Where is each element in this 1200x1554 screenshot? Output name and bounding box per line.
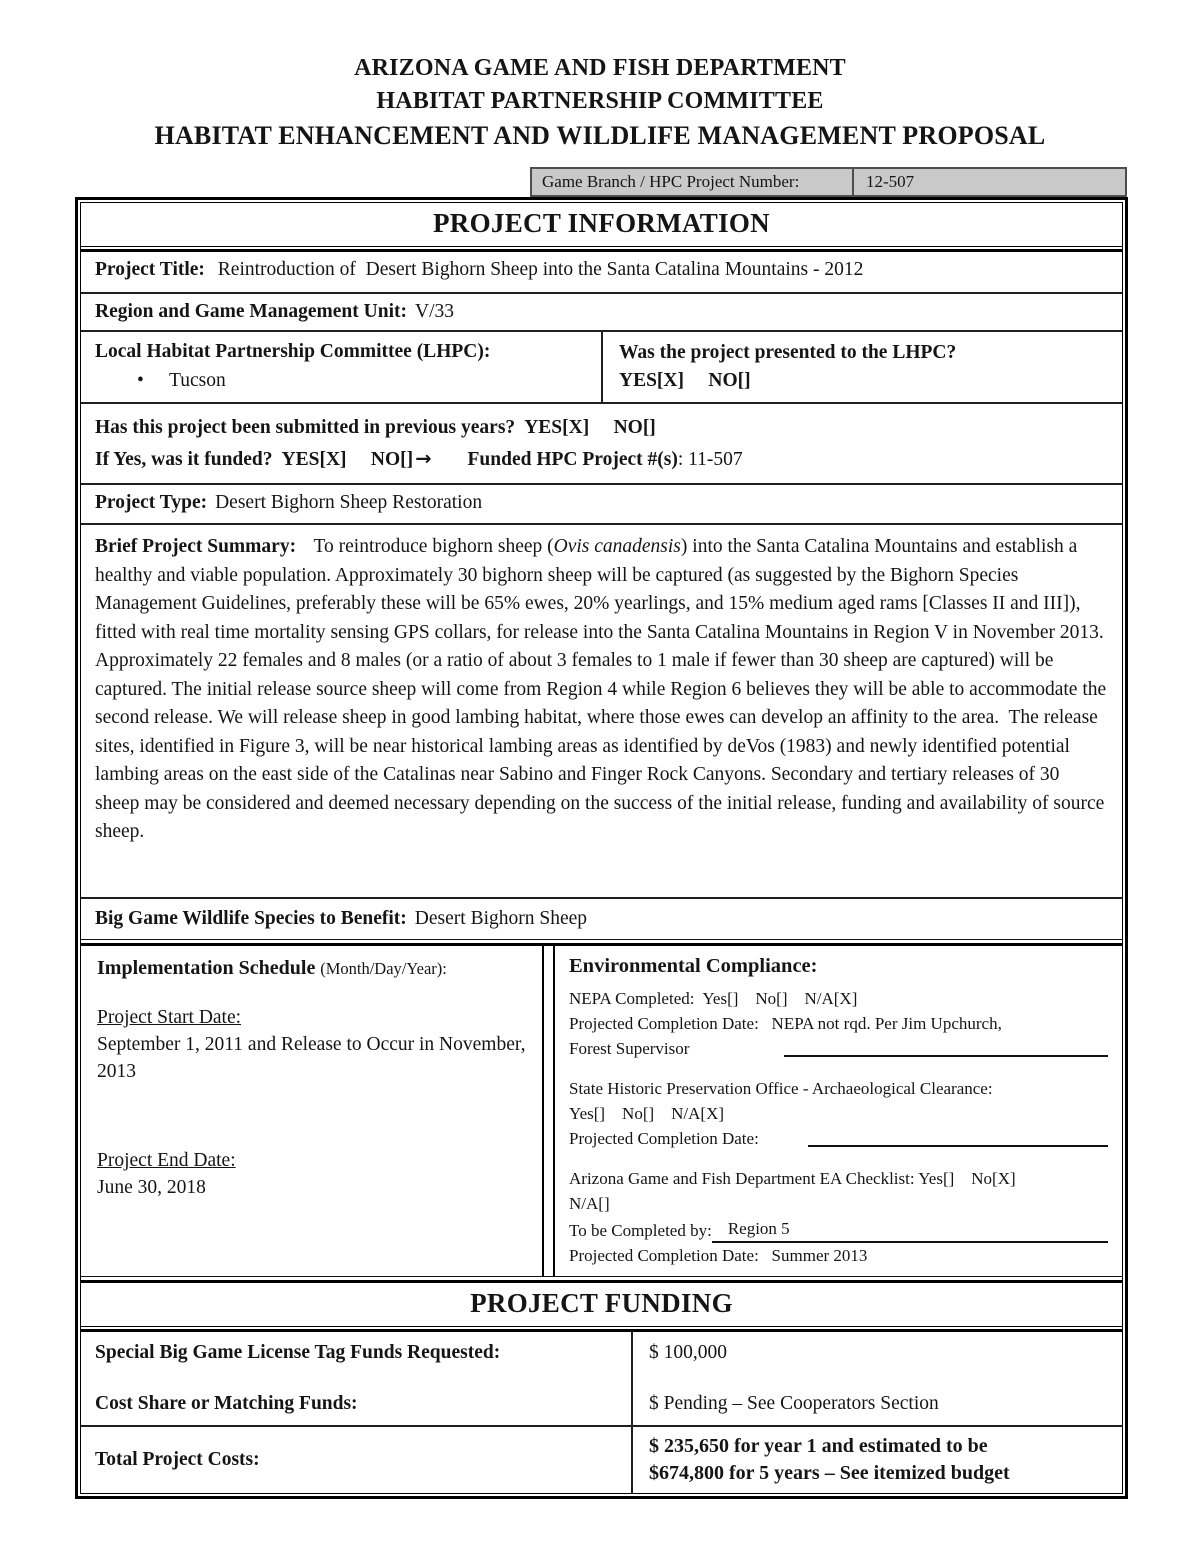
lhpc-list-item (95, 370, 587, 392)
presented-question: Was the project presented to the LHPC? (619, 342, 957, 363)
spacer (97, 982, 526, 1004)
project-end-date-label: Project End Date: (97, 1150, 236, 1171)
summary-species-latin: Ovis canadensis (553, 536, 681, 557)
presented-cell (601, 332, 1122, 402)
nepa-completion-date: Projected Completion Date: NEPA not rqd. Per Jim Upchurch, (569, 1014, 1002, 1033)
total-costs-value-cell (631, 1427, 1122, 1493)
environmental-heading: Environmental Compliance: (569, 955, 818, 977)
total-costs-value-line1: $ 235,650 for year 1 and estimated to be (649, 1435, 988, 1457)
row-species-benefit (81, 899, 1122, 939)
spacer (569, 1151, 1108, 1166)
project-funding-title: PROJECT FUNDING (81, 1283, 1122, 1327)
spacer (97, 1085, 526, 1147)
implementation-schedule-cell (81, 946, 544, 1276)
nepa-checkboxes: NEPA Completed: Yes[] No[] N/A[X] (569, 989, 858, 1008)
tag-funds-requested-value: $ 100,000 (649, 1342, 727, 1363)
column-gap (544, 946, 553, 1276)
nepa-forest-supervisor: Forest Supervisor (569, 1039, 690, 1058)
header-line-1: ARIZONA GAME AND FISH DEPARTMENT (354, 55, 846, 81)
implementation-date-format-note: (Month/Day/Year): (320, 959, 447, 978)
project-start-date-value: September 1, 2011 and Release to Occur in November, 2013 (97, 1034, 526, 1082)
row-previous-years (81, 404, 1122, 485)
project-title-value: Reintroduction of Desert Bighorn Sheep into the Santa Catalina Mountains - 2012 (212, 259, 864, 280)
spacer (95, 1364, 617, 1393)
lhpc-item-text: Tucson (169, 370, 226, 391)
shpo-completion-date-label: Projected Completion Date: (569, 1129, 759, 1148)
shpo-completion-line (569, 1126, 1108, 1151)
region-gmu-value: V/33 (414, 301, 454, 322)
row-project-type (81, 485, 1122, 525)
project-information-title: PROJECT INFORMATION (81, 203, 1122, 247)
implementation-heading: Implementation Schedule (97, 957, 316, 979)
project-title-label: Project Title: (95, 259, 205, 280)
presented-checkboxes: YES[X] NO[] (619, 370, 751, 391)
environmental-compliance-cell (553, 946, 1122, 1276)
ea-na-checkbox: N/A[] (569, 1194, 610, 1213)
cost-share-label: Cost Share or Matching Funds: (95, 1393, 358, 1414)
total-costs-value-line2: $674,800 for 5 years – See itemized budget (649, 1462, 1010, 1484)
header-line-3: HABITAT ENHANCEMENT AND WILDLIFE MANAGEMENT PROPOSAL (154, 121, 1046, 150)
total-costs-label-cell (81, 1427, 631, 1493)
main-table (75, 197, 1128, 1499)
funded-hpc-value: : 11-507 (677, 449, 743, 470)
shpo-heading: State Historic Preservation Office - Archaeological Clearance: (569, 1079, 993, 1098)
row-project-title (81, 252, 1122, 294)
row-lhpc (81, 332, 1122, 404)
summary-text-post: ) into the Santa Catalina Mountains and establish a healthy and viable population. Approximately 30 bighorn sheep will be captured (as suggested by the Bighorn Species Management Guidelines, preferably these will be 65% ewes, 20% yearlings, and 15% medium aged rams [Classes II and III]), fitted with real time mortality sensing GPS collars, for release into the Santa Catalina Mountains in Region V in November 2013. Approximately 22 females and 8 males (or a ratio of about 3 females to 1 male if fewer than 30 sheep are captured) will be captured. The initial release source sheep will come from Region 4 while Region 6 believes they will be able to accommodate the second release. We will release sheep in good lambing habitat, where those ewes can develop an affinity to the area. The release sites, identified in Figure 3, will be near historical lambing areas as identified by deVos (1983) and newly identified potential lambing areas on the east side of the Catalinas near Sabino and Finger Rock Canyons. Secondary and tertiary releases of 30 sheep may be considered and deemed necessary depending on the success of the initial release, funding and availability of source sheep. (95, 536, 1112, 842)
section-separator (81, 939, 1122, 946)
blank-underline (808, 1145, 1108, 1147)
document-header (0, 0, 1200, 154)
row-region-gmu (81, 294, 1122, 332)
project-number-label: Game Branch / HPC Project Number: (532, 169, 854, 195)
ea-completed-by-value: Region 5 (712, 1216, 1108, 1243)
funded-line (95, 443, 1108, 475)
ea-checklist-checkboxes: Arizona Game and Fish Department EA Checklist: Yes[] No[X] (569, 1169, 1016, 1188)
spacer (569, 1061, 1108, 1076)
right-arrow-icon: → (415, 447, 432, 470)
funding-labels-cell (81, 1332, 631, 1425)
row-project-summary (81, 525, 1122, 899)
tag-funds-requested-label: Special Big Game License Tag Funds Requested: (95, 1342, 501, 1363)
implementation-heading-line (97, 955, 526, 982)
row-funding-requested (81, 1332, 1122, 1427)
main-table-inner (80, 202, 1123, 1494)
spacer (649, 1364, 1106, 1393)
lhpc-cell (81, 332, 601, 402)
project-type-label: Project Type: (95, 492, 208, 513)
project-number-box (530, 167, 1127, 197)
nepa-completion-line (569, 1036, 1108, 1061)
blank-underline (784, 1055, 1108, 1057)
cost-share-value: $ Pending – See Cooperators Section (649, 1393, 939, 1414)
region-gmu-label: Region and Game Management Unit: (95, 301, 407, 322)
ea-completion-date: Projected Completion Date: Summer 2013 (569, 1246, 868, 1265)
header-line-2: HABITAT PARTNERSHIP COMMITTEE (376, 88, 824, 114)
project-end-date-value: June 30, 2018 (97, 1177, 206, 1198)
species-benefit-label: Big Game Wildlife Species to Benefit: (95, 908, 407, 929)
funding-values-cell (631, 1332, 1122, 1425)
project-number-value: 12-507 (866, 172, 915, 191)
section-separator (81, 1276, 1122, 1283)
funded-question: If Yes, was it funded? YES[X] NO[] (95, 449, 414, 470)
schedule-compliance-section (81, 946, 1122, 1276)
bullet-dot-icon: • (137, 370, 144, 391)
species-benefit-value: Desert Bighorn Sheep (414, 908, 588, 929)
lhpc-label: Local Habitat Partnership Committee (LHPC): (95, 341, 491, 362)
total-costs-label: Total Project Costs: (95, 1449, 260, 1470)
shpo-checkboxes: Yes[] No[] N/A[X] (569, 1104, 725, 1123)
project-start-date-label: Project Start Date: (97, 1007, 242, 1028)
project-type-value: Desert Bighorn Sheep Restoration (215, 492, 483, 513)
summary-text-pre: To reintroduce bighorn sheep ( (304, 536, 554, 557)
funded-hpc-label: Funded HPC Project #(s) (467, 449, 678, 470)
row-total-costs (81, 1427, 1122, 1493)
ea-completed-by-label: To be Completed by: (569, 1221, 712, 1240)
summary-label: Brief Project Summary: (95, 536, 297, 557)
ea-completed-by-line (569, 1216, 1108, 1243)
previous-years-question: Has this project been submitted in previous years? YES[X] NO[] (95, 417, 656, 438)
